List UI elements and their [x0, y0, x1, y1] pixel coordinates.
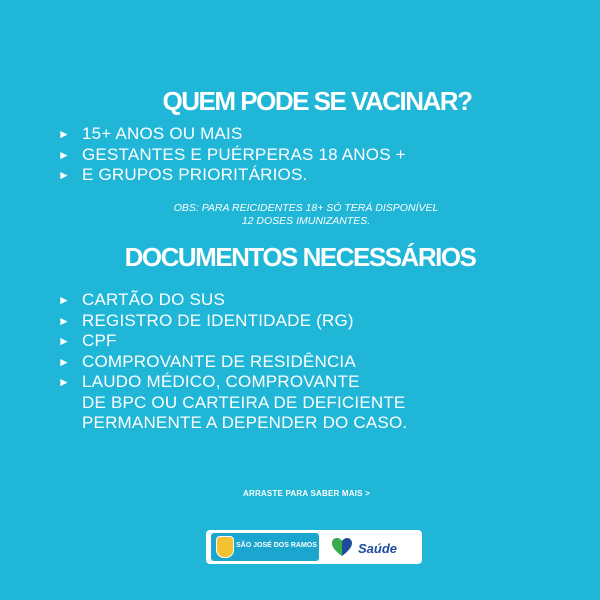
bullet-arrow-icon: ►: [58, 147, 71, 162]
observation-line: 12 DOSES IMUNIZANTES.: [241, 215, 371, 227]
heading-who-can-vaccinate: QUEM PODE SE VACINAR?: [162, 86, 472, 116]
list-item: ► LAUDO MÉDICO, COMPROVANTE: [58, 372, 360, 391]
bullet-arrow-icon: ►: [58, 293, 71, 307]
list-item: ► GESTANTES E PUÉRPERAS 18 ANOS +: [58, 144, 406, 164]
list-item: ► CPF: [58, 331, 117, 350]
heart-icon: [330, 535, 354, 559]
bullet-arrow-icon: ►: [58, 354, 71, 369]
bullet-arrow-icon: ►: [58, 127, 71, 141]
municipality-logo: [211, 533, 319, 561]
bullet-arrow-icon: ►: [58, 375, 71, 389]
list-item: ► E GRUPOS PRIORITÁRIOS.: [58, 165, 308, 184]
health-logo: [326, 533, 416, 561]
heading-required-documents: DOCUMENTOS NECESSÁRIOS: [124, 242, 476, 272]
city-crest-icon: [216, 536, 234, 558]
list-item: ► COMPROVANTE DE RESIDÊNCIA: [58, 351, 356, 371]
documents-list: [58, 290, 407, 434]
health-brand-text: Saúde: [358, 541, 398, 556]
observation-note: [0, 202, 600, 228]
observation-line: OBS: PARA REICIDENTES 18+ SÓ TERÁ DISPONÍVEL: [173, 202, 439, 214]
list-item-continuation: PERMANENTE A DEPENDER DO CASO.: [82, 413, 408, 432]
municipality-name: SÃO JOSÉ DOS RAMOS: [236, 542, 317, 549]
bullet-arrow-icon: ►: [58, 334, 71, 348]
list-item: ► 15+ ANOS OU MAIS: [58, 124, 243, 143]
list-item: ► REGISTRO DE IDENTIDADE (RG): [58, 310, 354, 330]
list-item-continuation: DE BPC OU CARTEIRA DE DEFICIENTE: [82, 392, 406, 412]
swipe-hint[interactable]: ARRASTE PARA SABER MAIS >: [243, 489, 371, 498]
footer-logo-bar: [206, 530, 422, 564]
eligibility-list: [58, 124, 406, 186]
list-item: ► CARTÃO DO SUS: [58, 290, 226, 309]
bullet-arrow-icon: ►: [58, 168, 71, 182]
bullet-arrow-icon: ►: [58, 313, 71, 328]
